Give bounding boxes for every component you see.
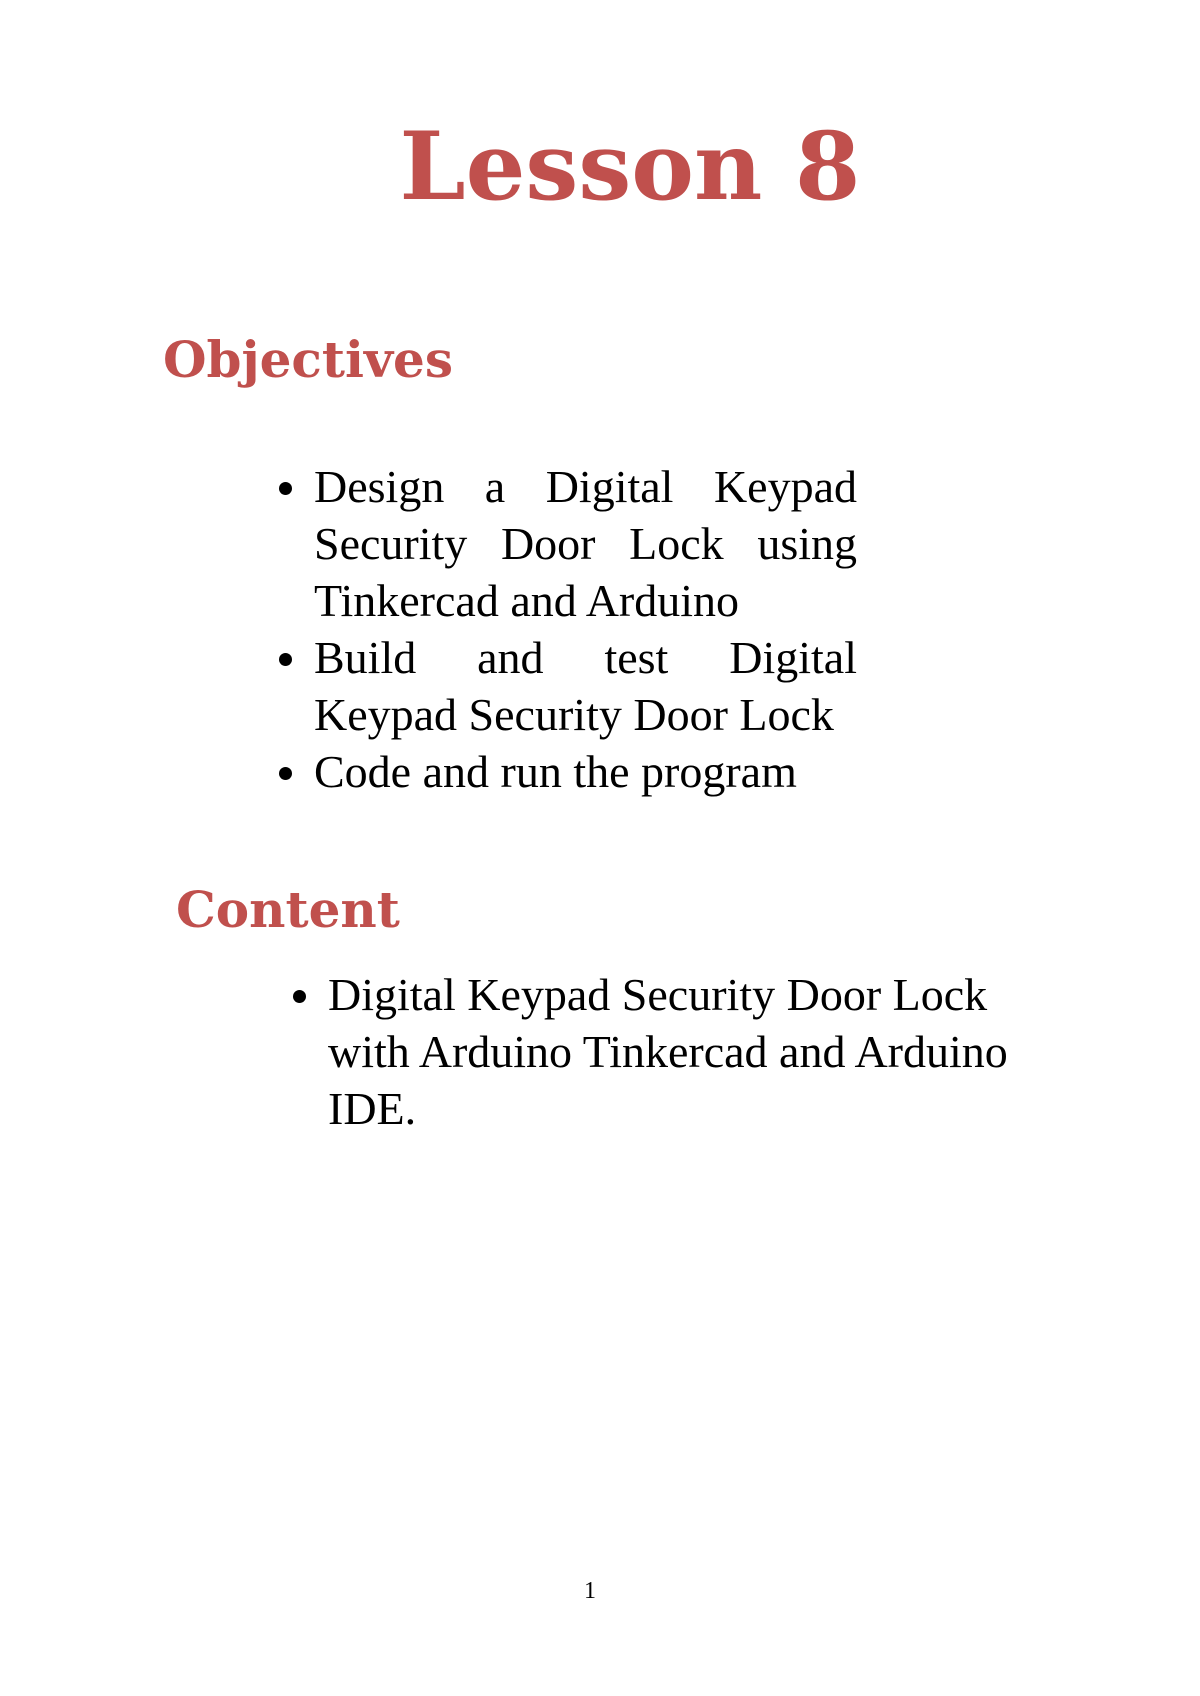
objective-item: Build and test Digital Keypad Security Door Lock [277, 629, 857, 743]
objective-item: Design a Digital Keypad Security Door Lock using Tinkercad and Arduino [277, 458, 857, 629]
content-heading: Content [176, 880, 400, 939]
content-item: Digital Keypad Security Door Lock with Arduino Tinkercad and Arduino IDE. [291, 966, 1011, 1137]
objectives-heading: Objectives [163, 330, 453, 389]
objectives-list [277, 458, 857, 800]
page-number: 1 [584, 1578, 596, 1604]
objective-item: Code and run the program [277, 743, 857, 800]
lesson-title: Lesson 8 [399, 112, 861, 222]
content-list [291, 966, 1011, 1137]
